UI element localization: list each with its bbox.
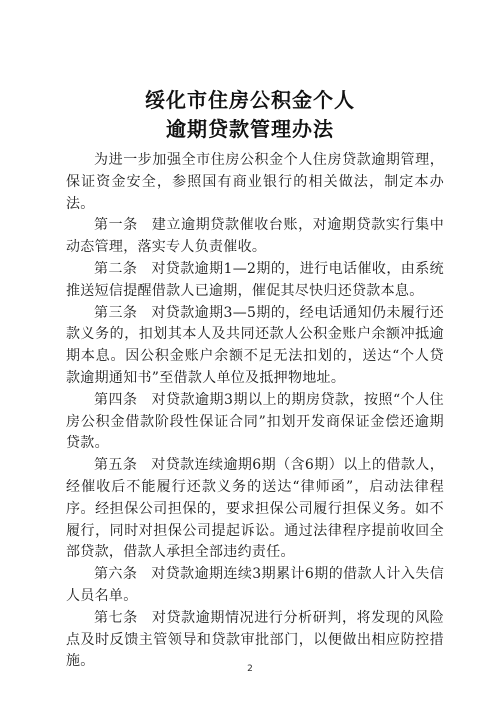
article-2	[66, 259, 444, 303]
article-label: 第五条	[94, 457, 138, 474]
page-number: 2	[247, 664, 253, 674]
article-5	[66, 455, 444, 564]
intro-paragraph: 为进一步加强全市住房公积金个人住房贷款逾期管理，保证资金安全，参照国有商业银行的相关做法，制定本办法。	[66, 152, 444, 212]
article-text: 对贷款逾期3—5期的，经电话通知仍未履行还款义务的，扣划其本人及共同还款人公积金账户余额冲抵逾期本息。因公积金账户余额不足无法扣划的，送达“个人贷款逾期通知书”至借款人单位及抵押物地址。	[66, 304, 444, 386]
article-label: 第七条	[94, 609, 138, 626]
document-body	[66, 150, 444, 673]
document-title-line-2: 逾期贷款管理办法	[166, 117, 334, 141]
article-4	[66, 390, 444, 455]
article-6	[66, 564, 444, 608]
document-title-line-1: 绥化市住房公积金个人	[145, 88, 355, 112]
article-label: 第六条	[94, 566, 138, 583]
article-text: 建立逾期贷款催收台账，对逾期贷款实行集中动态管理，落实专人负责催收。	[66, 217, 444, 256]
article-text: 对贷款逾期连续3期累计6期的借款人计入失信人员名单。	[66, 566, 444, 604]
article-label: 第四条	[94, 391, 138, 408]
article-text: 对贷款逾期情况进行分析研判，将发现的风险点及时反馈主管领导和贷款审批部门，以便做出相应防控措施。	[66, 609, 444, 670]
article-label: 第三条	[94, 304, 138, 321]
article-text: 对贷款逾期1—2期的，进行电话催收，由系统推送短信提醒借款人已逾期，催促其尽快归还贷款本息。	[66, 260, 444, 299]
article-label: 第一条	[94, 217, 138, 234]
article-text: 对贷款逾期3期以上的期房贷款，按照“个人住房公积金借款阶段性保证合同”扣划开发商保证金偿还逾期贷款。	[66, 391, 444, 452]
article-label: 第二条	[94, 260, 138, 277]
article-1	[66, 215, 444, 259]
article-3	[66, 303, 444, 390]
article-text: 对贷款连续逾期6期（含6期）以上的借款人，经催收后不能履行还款义务的送达“律师函”，启动法律程序。经担保公司担保的，要求担保公司履行担保义务。如不履行，同时对担保公司提起诉讼。通过法律程序提前收回全部贷款，借款人承担全部违约责任。	[66, 457, 444, 561]
